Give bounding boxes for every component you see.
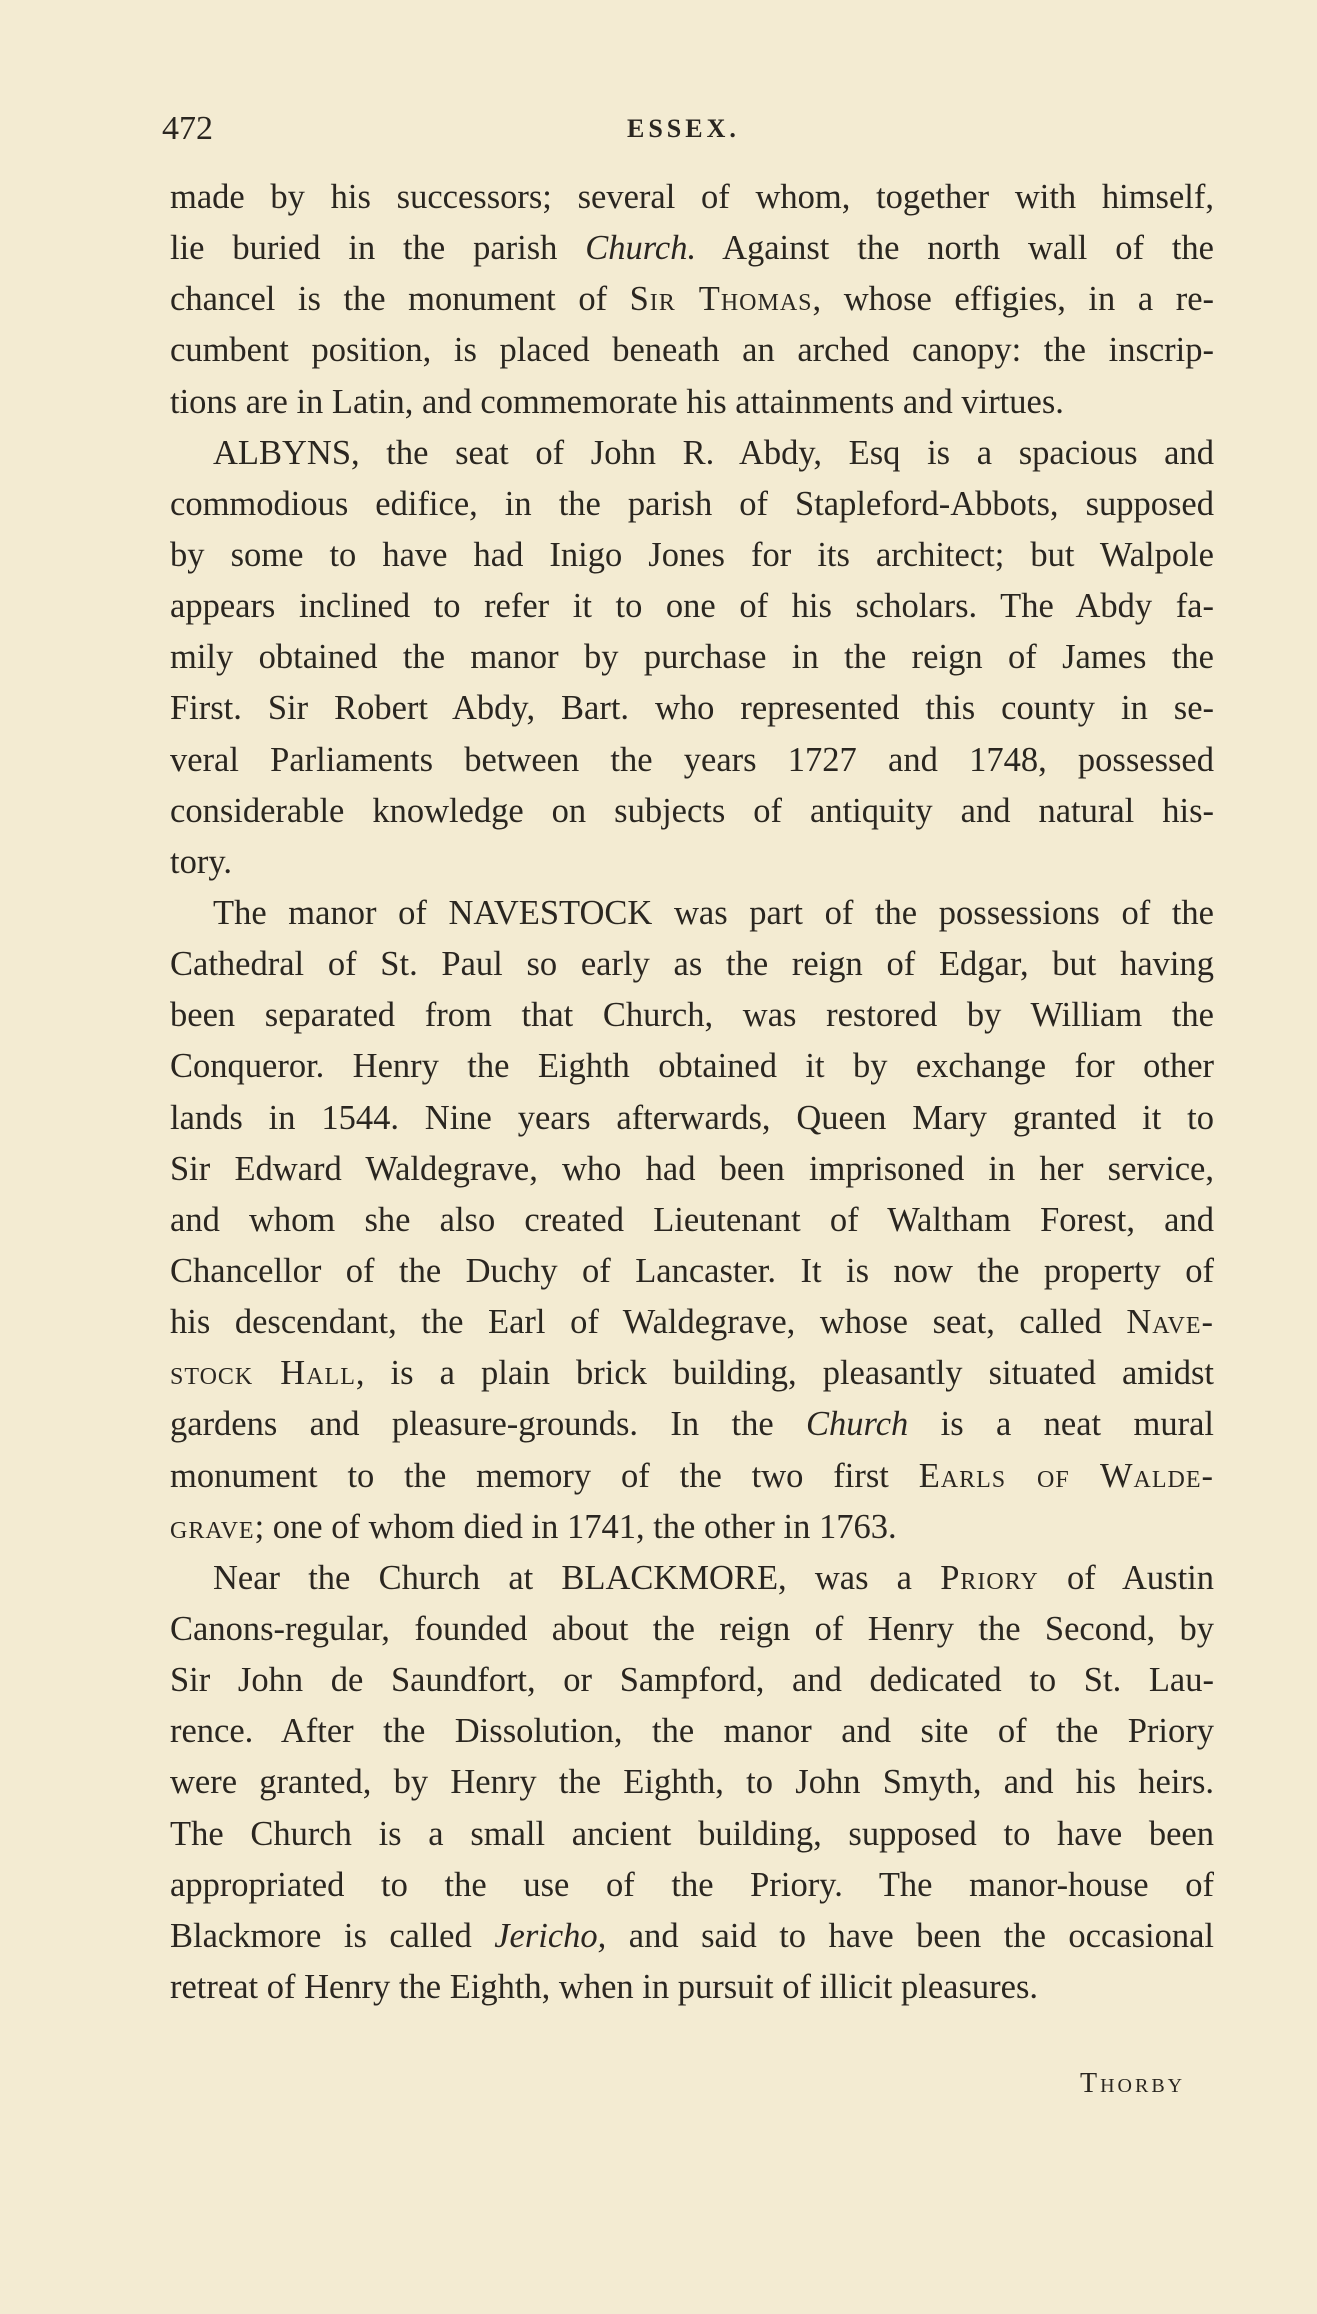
- text-line: The manor of NAVESTOCK was part of the possessions of the: [213, 893, 1214, 932]
- text-line: lands in 1544. Nine years afterwards, Queen Mary granted it to: [170, 1098, 1214, 1137]
- text-line: considerable knowledge on subjects of antiquity and natural his-: [170, 791, 1214, 830]
- catchword: Thorby: [1080, 2068, 1186, 2099]
- text-line: Sir John de Saundfort, or Sampford, and dedicated to St. Lau-: [170, 1661, 1214, 1700]
- text-line: grave; one of whom died in 1741, the other in 1763.: [170, 1507, 897, 1546]
- text-line: veral Parliaments between the years 1727 and 1748, possessed: [170, 740, 1214, 779]
- text-line: commodious edifice, in the parish of Stapleford-Abbots, supposed: [170, 484, 1214, 523]
- text-line: First. Sir Robert Abdy, Bart. who represented this county in se-: [170, 689, 1214, 728]
- text-line: Cathedral of St. Paul so early as the reign of Edgar, but having: [170, 945, 1214, 984]
- text-line: appears inclined to refer it to one of his scholars. The Abdy fa-: [170, 587, 1214, 626]
- text-line: were granted, by Henry the Eighth, to John Smyth, and his heirs.: [170, 1763, 1214, 1802]
- text-line: gardens and pleasure-grounds. In the Church is a neat mural: [170, 1405, 1214, 1444]
- text-line: Chancellor of the Duchy of Lancaster. It is now the property of: [170, 1251, 1214, 1290]
- text-line: The Church is a small ancient building, supposed to have been: [170, 1814, 1214, 1853]
- text-line: tory.: [170, 842, 232, 881]
- page-header: [162, 110, 1212, 150]
- text-line: Conqueror. Henry the Eighth obtained it by exchange for other: [170, 1047, 1214, 1086]
- text-line: rence. After the Dissolution, the manor and site of the Priory: [170, 1712, 1214, 1751]
- text-line: chancel is the monument of Sir Thomas, whose effigies, in a re-: [170, 280, 1214, 319]
- body-text: [170, 172, 1214, 2013]
- text-line: Blackmore is called Jericho, and said to have been the occasional: [170, 1916, 1215, 1955]
- text-line: and whom she also created Lieutenant of Waltham Forest, and: [170, 1200, 1214, 1239]
- text-line: made by his successors; several of whom, together with himself,: [170, 178, 1214, 216]
- text-line: ALBYNS, the seat of John R. Abdy, Esq is a spacious and: [213, 433, 1214, 472]
- text-line: by some to have had Inigo Jones for its architect; but Walpole: [170, 535, 1214, 574]
- running-head: ESSEX.: [627, 114, 740, 143]
- text-line: been separated from that Church, was restored by William the: [170, 996, 1214, 1035]
- text-line: cumbent position, is placed beneath an arched canopy: the inscrip-: [170, 331, 1214, 370]
- text-line: lie buried in the parish Church. Against the north wall of the: [170, 229, 1214, 268]
- text-line: stock Hall, is a plain brick building, pleasantly situated amidst: [170, 1354, 1214, 1393]
- text-line: appropriated to the use of the Priory. The manor-house of: [170, 1865, 1214, 1904]
- text-line: tions are in Latin, and commemorate his attainments and virtues.: [170, 382, 1064, 421]
- text-line: monument to the memory of the two first Earls of Walde-: [170, 1456, 1214, 1495]
- text-line: mily obtained the manor by purchase in the reign of James the: [170, 638, 1214, 677]
- text-line: Canons-regular, founded about the reign of Henry the Second, by: [170, 1609, 1214, 1648]
- text-line: Near the Church at BLACKMORE, was a Priory of Austin: [213, 1558, 1214, 1597]
- text-line: his descendant, the Earl of Waldegrave, whose seat, called Nave-: [170, 1303, 1214, 1342]
- page-number: 472: [162, 110, 213, 147]
- text-line: retreat of Henry the Eighth, when in pursuit of illicit pleasures.: [170, 1967, 1039, 2006]
- text-line: Sir Edward Waldegrave, who had been imprisoned in her service,: [170, 1149, 1214, 1188]
